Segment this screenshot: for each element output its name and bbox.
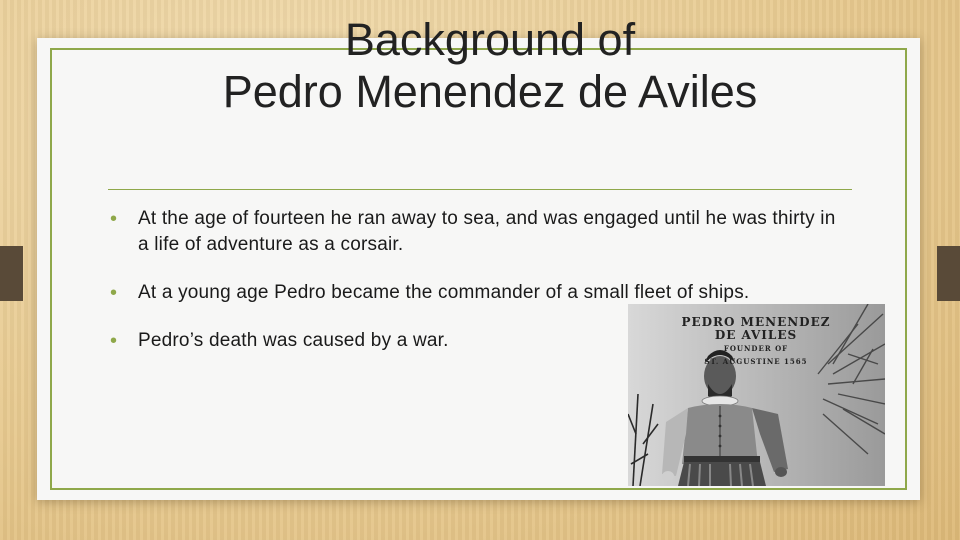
- portrait-caption-line-4: ST. AUGUSTINE 1565: [704, 357, 808, 366]
- right-side-tab: [937, 246, 960, 301]
- left-side-tab: [0, 246, 23, 301]
- bullet-marker: •: [110, 330, 118, 352]
- portrait-caption-line-2: DE AVILES: [714, 328, 798, 342]
- title-divider: [108, 189, 852, 190]
- bullet-marker: •: [110, 282, 118, 304]
- bullet-item: [110, 206, 850, 258]
- bullet-text: At the age of fourteen he ran away to sea, and was engaged until he was thirty in a life of adventure as a corsair.: [138, 208, 836, 255]
- slide-title-line-1: Background of: [344, 14, 636, 65]
- slide-title: [100, 14, 880, 118]
- bullet-text: At a young age Pedro became the commander of a small fleet of ships.: [138, 282, 750, 303]
- portrait-caption: [656, 316, 856, 368]
- slide-title-line-2: Pedro Menendez de Aviles: [222, 66, 758, 117]
- bullet-marker: •: [110, 208, 118, 230]
- bullet-item: [110, 280, 850, 306]
- pedro-portrait-photo: [628, 304, 885, 486]
- portrait-caption-line-3: FOUNDER OF: [723, 344, 789, 353]
- bullet-text: Pedro’s death was caused by a war.: [138, 330, 449, 351]
- portrait-caption-line-1: PEDRO MENENDEZ: [681, 315, 831, 329]
